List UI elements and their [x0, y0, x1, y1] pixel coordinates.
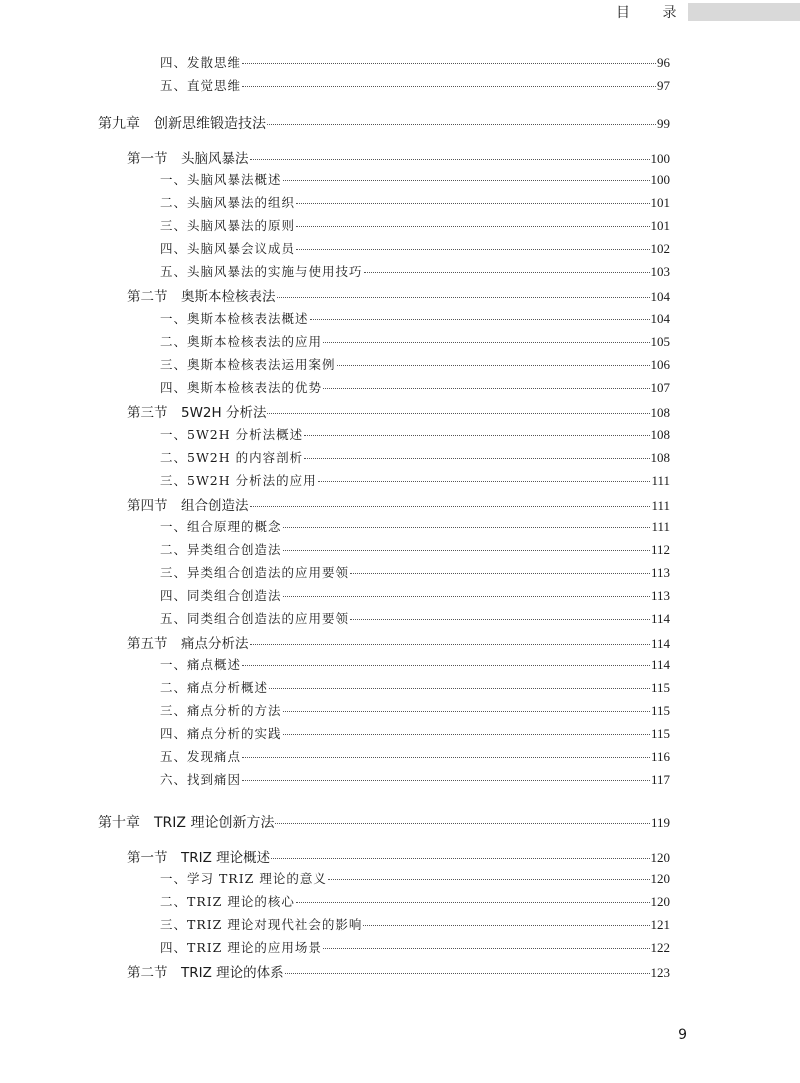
- toc-entry-page-number: 120: [650, 894, 670, 909]
- toc-item-entry: [160, 770, 670, 788]
- toc-item-entry: [160, 355, 670, 373]
- dot-leader: [364, 272, 650, 273]
- toc-entry-page-number: 108: [650, 405, 670, 420]
- toc-item-entry: [160, 193, 670, 211]
- toc-entry-title: 第九章 创新思维锻造技法: [98, 116, 266, 132]
- toc-entry-page-number: 101: [650, 218, 670, 233]
- toc-item-entry: [160, 938, 670, 956]
- toc-entry-page-number: 100: [650, 172, 670, 187]
- toc-entry-title: 六、找到痛因: [160, 772, 242, 787]
- toc-item-entry: [160, 724, 670, 742]
- toc-entry-title: 四、痛点分析的实践: [160, 726, 282, 741]
- toc-entry-page-number: 117: [650, 772, 670, 787]
- toc-entry-page-number: 114: [650, 611, 670, 626]
- dot-leader: [275, 823, 650, 824]
- toc-entry-title: 第一节 TRIZ 理论概述: [127, 850, 271, 866]
- toc-section-entry: [127, 846, 670, 866]
- toc-entry-page-number: 114: [650, 657, 670, 672]
- toc-item-entry: [160, 915, 670, 933]
- toc-item-entry: [160, 609, 670, 627]
- toc-entry-page-number: 106: [650, 357, 670, 372]
- toc-entry-title: 四、奥斯本检核表法的优势: [160, 380, 323, 395]
- dot-leader: [296, 203, 649, 204]
- toc-item-entry: [160, 53, 670, 71]
- toc-entry-title: 第三节 5W2H 分析法: [127, 405, 267, 421]
- toc-entry-page-number: 115: [650, 680, 670, 695]
- dot-leader: [304, 435, 649, 436]
- dot-leader: [328, 879, 650, 880]
- dot-leader: [283, 550, 650, 551]
- toc-entry-title: 第二节 TRIZ 理论的体系: [127, 965, 284, 981]
- toc-entry-page-number: 122: [650, 940, 670, 955]
- toc-entry-title: 三、5W2H 分析法的应用: [160, 473, 317, 488]
- dot-leader: [242, 86, 656, 87]
- toc-entry-title: 第二节 奥斯本检核表法: [127, 289, 276, 305]
- toc-entry-title: 一、痛点概述: [160, 657, 242, 672]
- toc-entry-page-number: 108: [650, 427, 670, 442]
- toc-item-entry: [160, 678, 670, 696]
- toc-entry-title: 二、TRIZ 理论的核心: [160, 894, 295, 909]
- toc-entry-page-number: 116: [650, 749, 670, 764]
- dot-leader: [283, 711, 650, 712]
- toc-item-entry: [160, 216, 670, 234]
- toc-entry-title: 第十章 TRIZ 理论创新方法: [98, 815, 275, 831]
- dot-leader: [250, 506, 651, 507]
- toc-entry-title: 三、头脑风暴法的原则: [160, 218, 296, 233]
- toc-entry-title: 三、痛点分析的方法: [160, 703, 282, 718]
- toc-entry-page-number: 120: [650, 850, 670, 865]
- toc-entry-title: 二、5W2H 的内容剖析: [160, 450, 304, 465]
- toc-entry-title: 第一节 头脑风暴法: [127, 151, 249, 167]
- toc-entry-page-number: 111: [651, 473, 670, 488]
- toc-item-entry: [160, 262, 670, 280]
- header-bar: [688, 3, 800, 21]
- toc-entry-page-number: 102: [650, 241, 670, 256]
- toc-entry-title: 三、异类组合创造法的应用要领: [160, 565, 350, 580]
- dot-leader: [337, 365, 650, 366]
- toc-entry-page-number: 120: [650, 871, 670, 886]
- toc-section-entry: [127, 401, 670, 421]
- toc-item-entry: [160, 425, 670, 443]
- toc-entry-title: 五、发现痛点: [160, 749, 242, 764]
- toc-entry-page-number: 100: [650, 151, 670, 166]
- dot-leader: [323, 388, 649, 389]
- toc-item-entry: [160, 701, 670, 719]
- toc-entry-title: 第五节 痛点分析法: [127, 636, 249, 652]
- dot-leader: [242, 665, 650, 666]
- toc-entry-page-number: 111: [651, 498, 670, 513]
- page-number: 9: [678, 1027, 687, 1043]
- toc-entry-page-number: 119: [650, 815, 670, 830]
- toc-section-entry: [127, 961, 670, 981]
- toc-entry-title: 五、直觉思维: [160, 78, 242, 93]
- page-header-title: 目 录: [616, 5, 691, 21]
- toc-item-entry: [160, 747, 670, 765]
- dot-leader: [267, 124, 656, 125]
- toc-entry-page-number: 99: [657, 116, 670, 131]
- toc-entry-title: 一、组合原理的概念: [160, 519, 282, 534]
- dot-leader: [296, 902, 650, 903]
- toc-item-entry: [160, 448, 670, 466]
- toc-entry-title: 三、TRIZ 理论对现代社会的影响: [160, 917, 363, 932]
- dot-leader: [304, 458, 649, 459]
- toc-entry-page-number: 97: [657, 78, 670, 93]
- dot-leader: [363, 925, 649, 926]
- toc-item-entry: [160, 76, 670, 94]
- dot-leader: [350, 619, 650, 620]
- toc-chapter-entry: [98, 812, 670, 832]
- toc-item-entry: [160, 239, 670, 257]
- toc-entry-title: 二、异类组合创造法: [160, 542, 282, 557]
- toc-entry-title: 四、发散思维: [160, 55, 242, 70]
- toc-item-entry: [160, 586, 670, 604]
- dot-leader: [283, 180, 650, 181]
- toc-entry-page-number: 112: [650, 542, 670, 557]
- toc-entry-page-number: 108: [650, 450, 670, 465]
- toc-entry-title: 一、奥斯本检核表法概述: [160, 311, 309, 326]
- dot-leader: [283, 734, 650, 735]
- dot-leader: [267, 413, 649, 414]
- toc-entry-title: 四、TRIZ 理论的应用场景: [160, 940, 322, 955]
- dot-leader: [242, 63, 656, 64]
- toc-entry-page-number: 123: [650, 965, 670, 980]
- toc-item-entry: [160, 655, 670, 673]
- dot-leader: [350, 573, 650, 574]
- toc-entry-title: 一、学习 TRIZ 理论的意义: [160, 871, 327, 886]
- dot-leader: [277, 297, 650, 298]
- toc-entry-page-number: 115: [650, 703, 670, 718]
- dot-leader: [269, 688, 650, 689]
- toc-entry-page-number: 96: [657, 55, 670, 70]
- toc-item-entry: [160, 869, 670, 887]
- toc-entry-title: 五、头脑风暴法的实施与使用技巧: [160, 264, 363, 279]
- dot-leader: [242, 780, 650, 781]
- toc-entry-page-number: 103: [650, 264, 670, 279]
- toc-entry-page-number: 115: [650, 726, 670, 741]
- dot-leader: [323, 948, 650, 949]
- dot-leader: [242, 757, 650, 758]
- toc-entry-page-number: 105: [650, 334, 670, 349]
- toc-entry-title: 五、同类组合创造法的应用要领: [160, 611, 350, 626]
- dot-leader: [271, 858, 649, 859]
- toc-entry-page-number: 104: [650, 311, 670, 326]
- toc-entry-title: 二、头脑风暴法的组织: [160, 195, 296, 210]
- toc-item-entry: [160, 892, 670, 910]
- toc-section-entry: [127, 147, 670, 167]
- toc-entry-title: 一、头脑风暴法概述: [160, 172, 282, 187]
- toc-item-entry: [160, 332, 670, 350]
- toc-entry-page-number: 113: [650, 588, 670, 603]
- toc-section-entry: [127, 494, 670, 514]
- dot-leader: [310, 319, 650, 320]
- dot-leader: [285, 973, 650, 974]
- toc-item-entry: [160, 540, 670, 558]
- dot-leader: [250, 159, 650, 160]
- toc-entry-page-number: 104: [650, 289, 670, 304]
- toc-entry-page-number: 107: [650, 380, 670, 395]
- toc-entry-page-number: 113: [650, 565, 670, 580]
- toc-entry-title: 四、头脑风暴会议成员: [160, 241, 296, 256]
- dot-leader: [296, 249, 649, 250]
- toc-item-entry: [160, 517, 670, 535]
- toc-entry-title: 三、奥斯本检核表法运用案例: [160, 357, 336, 372]
- toc-item-entry: [160, 471, 670, 489]
- toc-chapter-entry: [98, 113, 670, 133]
- toc-section-entry: [127, 285, 670, 305]
- toc-entry-title: 四、同类组合创造法: [160, 588, 282, 603]
- toc-entry-title: 二、奥斯本检核表法的应用: [160, 334, 323, 349]
- dot-leader: [283, 527, 651, 528]
- toc-entry-page-number: 114: [650, 636, 670, 651]
- toc-entry-page-number: 111: [651, 519, 670, 534]
- dot-leader: [283, 596, 650, 597]
- dot-leader: [296, 226, 649, 227]
- dot-leader: [250, 644, 650, 645]
- toc-section-entry: [127, 632, 670, 652]
- toc-entry-title: 第四节 组合创造法: [127, 498, 249, 514]
- toc-item-entry: [160, 309, 670, 327]
- toc-entry-page-number: 121: [650, 917, 670, 932]
- toc-item-entry: [160, 170, 670, 188]
- toc-entry-title: 一、5W2H 分析法概述: [160, 427, 304, 442]
- dot-leader: [323, 342, 649, 343]
- toc-item-entry: [160, 378, 670, 396]
- toc-entry-title: 二、痛点分析概述: [160, 680, 269, 695]
- dot-leader: [318, 481, 651, 482]
- toc-entry-page-number: 101: [650, 195, 670, 210]
- toc-item-entry: [160, 563, 670, 581]
